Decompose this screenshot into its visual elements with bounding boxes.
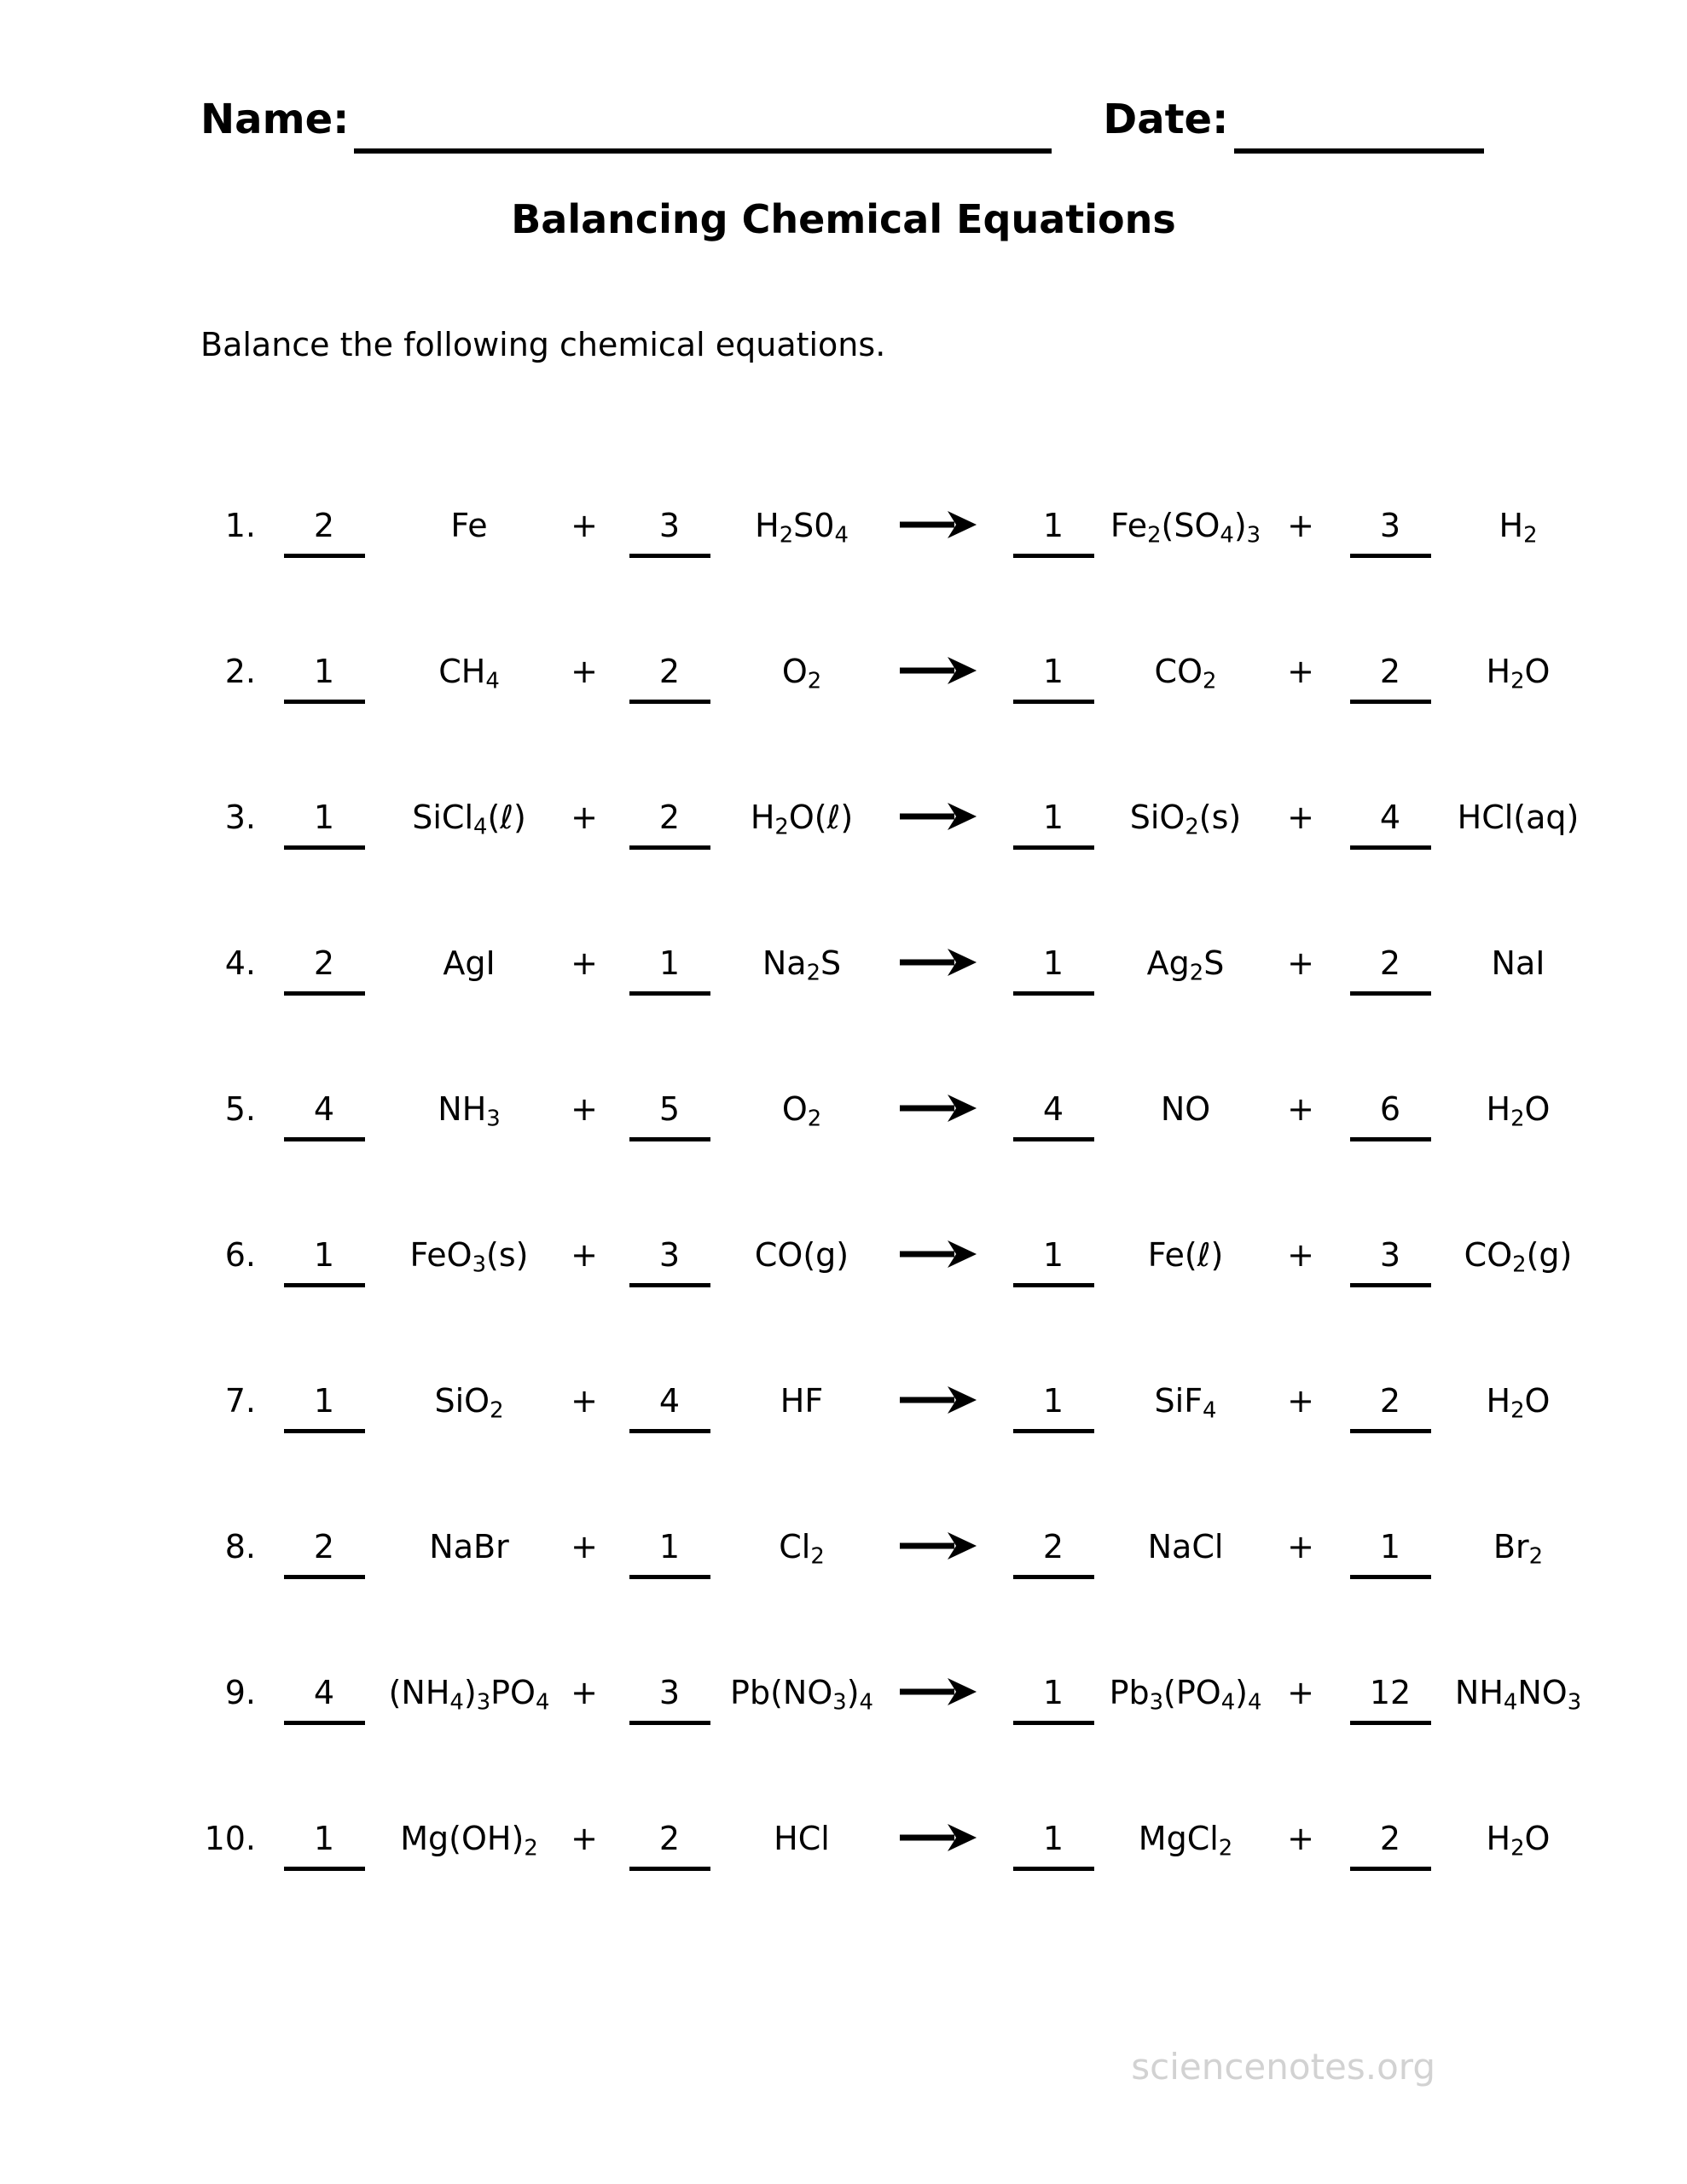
coefficient-blank[interactable]: 4 [284,1676,365,1725]
reactant-formula: $Pb(NO_3)_4$ [730,1674,873,1716]
yields-arrow-icon [878,1237,998,1271]
coefficient-blank[interactable]: 4 [1013,1093,1094,1141]
reactant-formula: CO(g) [754,1236,849,1274]
product-formula: Fe(ℓ) [1147,1236,1224,1274]
equation-row [128,752,1595,898]
reactant-formula: NaBr [429,1528,509,1565]
reactant-formula: $H_2S0_4$ [755,507,849,549]
yields-arrow-icon [878,1529,998,1563]
plus-sign: + [1287,1820,1314,1857]
coefficient-blank[interactable]: 1 [1350,1531,1431,1579]
plus-sign: + [1287,653,1314,690]
plus-sign: + [571,1674,598,1711]
yields-arrow-icon [878,1821,998,1855]
plus-sign: + [1287,944,1314,982]
product-formula: $CO_2(g)$ [1464,1236,1573,1278]
product-formula: $H_2O$ [1486,1090,1551,1132]
equation-number: 10. [204,1820,256,1857]
coefficient-blank[interactable]: 5 [629,1093,710,1141]
coefficient-blank[interactable]: 6 [1350,1093,1431,1141]
reactant-formula: FeO$_3$(s) [409,1236,529,1278]
product-formula: MgCl$_2$ [1138,1820,1233,1862]
plus-sign: + [1287,1528,1314,1565]
equation-number: 6. [224,1236,256,1274]
plus-sign: + [571,653,598,690]
equation-row [128,1774,1595,1920]
coefficient-blank[interactable]: 1 [284,1822,365,1871]
coefficient-blank[interactable]: 1 [1013,1239,1094,1287]
yields-arrow-icon [878,945,998,979]
plus-sign: + [571,1382,598,1420]
coefficient-blank[interactable]: 3 [629,1676,710,1725]
coefficient-blank[interactable]: 2 [629,1822,710,1871]
equation-number: 9. [224,1674,256,1711]
yields-arrow-icon [878,1091,998,1125]
name-label: Name: [200,96,350,143]
equation-row [128,607,1595,752]
product-formula: $H_2$ [1499,507,1538,549]
coefficient-blank[interactable]: 1 [284,1239,365,1287]
product-formula: NO [1160,1090,1211,1128]
plus-sign: + [571,1090,598,1128]
coefficient-blank[interactable]: 4 [1350,801,1431,850]
page-title: Balancing Chemical Equations [511,196,1176,242]
plus-sign: + [571,1236,598,1274]
product-formula: $Ag_2S$ [1146,944,1225,986]
reactant-formula: $H_2O(\ell)$ [750,799,854,840]
product-formula: $H_2O$ [1486,1382,1551,1424]
product-formula: $NH_4NO_3$ [1454,1674,1582,1716]
reactant-formula: $(NH_4)_3PO_4$ [388,1674,550,1716]
coefficient-blank[interactable]: 3 [629,1239,710,1287]
coefficient-blank[interactable]: 1 [629,1531,710,1579]
coefficient-blank[interactable]: 3 [1350,1239,1431,1287]
yields-arrow-icon [878,508,998,542]
coefficient-blank[interactable]: 1 [629,947,710,996]
name-blank-line[interactable] [354,148,1052,154]
coefficient-blank[interactable]: 2 [1350,655,1431,704]
equation-number: 8. [224,1528,256,1565]
coefficient-blank[interactable]: 12 [1350,1676,1431,1725]
header [200,96,1484,143]
equation-number: 3. [224,799,256,836]
product-formula: NaCl [1147,1528,1224,1565]
product-formula: SiF$_4$ [1154,1382,1217,1424]
coefficient-blank[interactable]: 2 [284,947,365,996]
coefficient-blank[interactable]: 3 [629,509,710,558]
reactant-formula: $O_2$ [781,1090,822,1132]
coefficient-blank[interactable]: 2 [629,801,710,850]
product-formula: $Fe_2(SO_4)_3$ [1110,507,1261,549]
reactant-formula: $O_2$ [781,653,822,694]
plus-sign: + [1287,1090,1314,1128]
product-formula: $Br_2$ [1493,1528,1544,1570]
coefficient-blank[interactable]: 1 [1013,655,1094,704]
reactant-formula: Fe [450,507,488,544]
equation-number: 1. [224,507,256,544]
equation-row [128,898,1595,1044]
product-formula: HCl(aq) [1457,799,1580,836]
coefficient-blank[interactable]: 2 [1350,1385,1431,1433]
coefficient-blank[interactable]: 1 [284,655,365,704]
coefficient-blank[interactable]: 2 [284,1531,365,1579]
yields-arrow-icon [878,653,998,688]
equation-row [128,1190,1595,1336]
coefficient-blank[interactable]: 4 [629,1385,710,1433]
plus-sign: + [571,507,598,544]
plus-sign: + [1287,1382,1314,1420]
product-formula: SiO$_2$(s) [1129,799,1242,840]
plus-sign: + [571,799,598,836]
product-formula: $H_2O$ [1486,1820,1551,1862]
equation-row [128,1482,1595,1628]
coefficient-blank[interactable]: 2 [1350,1822,1431,1871]
coefficient-blank[interactable]: 2 [284,509,365,558]
coefficient-blank[interactable]: 1 [1013,947,1094,996]
coefficient-blank[interactable]: 2 [1013,1531,1094,1579]
product-formula: $H_2O$ [1486,653,1551,694]
product-formula: NaI [1491,944,1545,982]
coefficient-blank[interactable]: 3 [1350,509,1431,558]
reactant-formula: SiCl$_4$(ℓ) [412,799,526,840]
coefficient-blank[interactable]: 4 [284,1093,365,1141]
coefficient-blank[interactable]: 2 [629,655,710,704]
coefficient-blank[interactable]: 2 [1350,947,1431,996]
equations-list [128,461,1595,1920]
plus-sign: + [1287,507,1314,544]
instruction-text: Balance the following chemical equations. [200,326,886,363]
yields-arrow-icon [878,799,998,834]
reactant-formula: $Na_2S$ [762,944,842,986]
reactant-formula: $NH_3$ [438,1090,501,1132]
date-blank-line[interactable] [1234,148,1484,154]
equation-row [128,461,1595,607]
plus-sign: + [1287,1236,1314,1274]
coefficient-blank[interactable]: 1 [284,801,365,850]
coefficient-blank[interactable]: 1 [1013,1822,1094,1871]
reactant-formula: $Cl_2$ [779,1528,825,1570]
reactant-formula: $CH_4$ [438,653,500,694]
plus-sign: + [1287,799,1314,836]
coefficient-blank[interactable]: 1 [1013,1676,1094,1725]
reactant-formula: AgI [443,944,496,982]
equation-row [128,1336,1595,1482]
equation-number: 4. [224,944,256,982]
equation-number: 5. [224,1090,256,1128]
coefficient-blank[interactable]: 1 [284,1385,365,1433]
reactant-formula: HF [780,1382,824,1420]
date-label: Date: [1103,96,1229,143]
yields-arrow-icon [878,1383,998,1417]
product-formula: $CO_2$ [1154,653,1217,694]
equation-row [128,1044,1595,1190]
reactant-formula: SiO$_2$ [434,1382,504,1424]
coefficient-blank[interactable]: 1 [1013,1385,1094,1433]
equation-row [128,1628,1595,1774]
equation-number: 2. [224,653,256,690]
product-formula: $Pb_3(PO_4)_4$ [1109,1674,1262,1716]
plus-sign: + [1287,1674,1314,1711]
plus-sign: + [571,1820,598,1857]
coefficient-blank[interactable]: 1 [1013,509,1094,558]
equation-number: 7. [224,1382,256,1420]
site-watermark: sciencenotes.org [1131,2046,1435,2088]
plus-sign: + [571,944,598,982]
reactant-formula: $Mg(OH)_2$ [400,1820,538,1862]
coefficient-blank[interactable]: 1 [1013,801,1094,850]
reactant-formula: HCl [774,1820,830,1857]
plus-sign: + [571,1528,598,1565]
yields-arrow-icon [878,1675,998,1709]
